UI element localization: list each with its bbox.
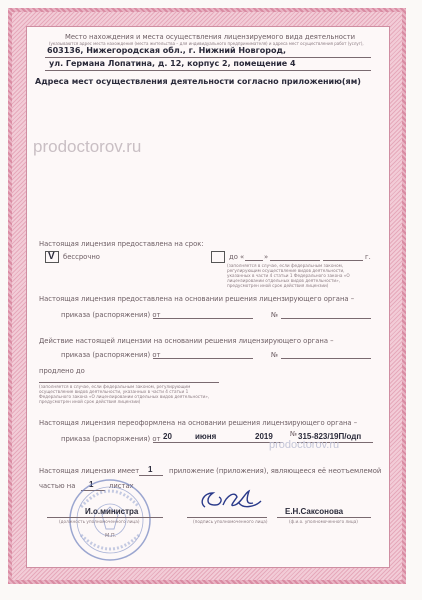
appendix-line-1-prefix: Настоящая лицензия имеет <box>39 467 140 475</box>
appendix-line-2-prefix: частью на <box>39 482 76 490</box>
appendix-addresses: Адреса мест осуществления деятельности согласно приложению(ям) <box>35 77 361 86</box>
grant-number-sign: № <box>271 311 279 319</box>
extension-number-sign: № <box>271 351 279 359</box>
watermark-1: prodoctorov.ru <box>33 137 142 156</box>
extension-note: (заполняется в случае, если федеральным законом, регулирующим осуществление видов деятельности, указанных в части 4 статьи 1 Федерального закона «О лицензировании отдельных видов деятельности», предусмотрен иной срок действия лицензии) <box>39 384 210 404</box>
reissue-day: 20 <box>163 432 172 441</box>
header-caption: Место нахождения и места осуществления лицензируемого вида деятельности <box>65 33 356 41</box>
address-underline-1 <box>45 57 371 58</box>
header-subcaption: (указываются адрес места нахождения (места жительства – для индивидуального предпринимателя) и адреса мест осуществления работ (услуг), <box>49 41 364 46</box>
address-underline-2 <box>45 70 371 71</box>
signature-caption: (подпись уполномоченного лица) <box>193 519 268 524</box>
reissue-line-1: Настоящая лицензия переоформлена на основании решения лицензирующего органа – <box>39 419 358 427</box>
reissue-year: 2019 <box>255 432 273 441</box>
position-caption: (должность уполномоченного лица) <box>59 519 140 524</box>
signatory-position: И.о.министра <box>85 507 139 516</box>
term-label: Настоящая лицензия предоставлена на срок: <box>39 240 204 248</box>
appendix-line-2-suffix: листах <box>109 482 134 490</box>
indefinite-checkbox <box>45 251 59 263</box>
extension-line-1: Действие настоящей лицензии на основании решения лицензирующего органа – <box>39 337 334 345</box>
document-body: Место нахождения и места осуществления лицензируемого вида деятельности (указываются адрес места нахождения (места жительства – для индивидуального предпринимателя) и адреса мест осуществления работ (услуг), 603136, Нижегородская обл., г. Нижний Новгород, ул. Германа Лопатина, д. 12, корпус 2, помещение 4 Адреса мест осуществления деятельности согласно приложению(ям) prodoctorov.ru Настоящая лицензия предоставлена на срок: V бессрочно до « » г. (заполняется в случае, если федеральным законом, регулирующим осуществление видов деятельности, указанных в части 4 статьи 1 Федерального закона «О лицензировании отдельных видов деятельности», предусмотрен иной срок действия лицензии) Настоящая лицензия предоставлена на основании решения лицензирующего органа – приказа (распоряжения) от № Действие настоящей лицензии на основании решения лицензирующего органа – приказа (распоряжения) от № продлено до (заполняется в случае, если федеральным законом, регулирующим осуществление видов деятельности, указанных в части 4 статьи 1 Федерального закона «О лицензировании отдельных видов деятельности», предусмотрен иной срок действия лицензии) Настоящая лицензия переоформлена на основании решения лицензирующего органа – приказа (распоряжения) от 20 июня 2019 № 315-823/19П/одп Настоящая лицензия имеет 1 приложение (приложения), являющееся её неотъемлемой частью на 1 листах prodoctorov.ru И.о.министра (должность уполномоченного лица) (подпись уполномоченного лица) Е.Н.Саксонова (ф.и.о. уполномоченного лица) М.П. <box>26 26 390 568</box>
check-mark: V <box>48 251 55 262</box>
extension-line-2: приказа (распоряжения) от <box>61 351 161 359</box>
address-line-1: 603136, Нижегородская обл., г. Нижний Новгород, <box>47 46 287 55</box>
address-line-2: ул. Германа Лопатина, д. 12, корпус 2, помещение 4 <box>49 59 296 68</box>
reissue-month: июня <box>195 432 217 441</box>
signatory-name: Е.Н.Саксонова <box>285 507 344 516</box>
term-indefinite: бессрочно <box>63 253 100 261</box>
until-checkbox <box>211 251 225 263</box>
grant-line-2: приказа (распоряжения) от <box>61 311 161 319</box>
appendix-sheets: 1 <box>89 480 94 489</box>
grant-line-1: Настоящая лицензия предоставлена на основании решения лицензирующего органа – <box>39 295 355 303</box>
appendix-line-1-suffix: приложение (приложения), являющееся её неотъемлемой <box>169 467 382 475</box>
handwritten-signature <box>195 483 265 519</box>
reissue-number: 315-823/19П/одп <box>298 432 362 441</box>
watermark-2: prodoctorov.ru <box>269 439 340 451</box>
seal-mark: М.П. <box>105 533 117 539</box>
name-caption: (ф.и.о. уполномоченного лица) <box>289 519 358 524</box>
appendix-count: 1 <box>148 465 153 474</box>
term-until-prefix: до « <box>229 253 245 261</box>
reissue-number-sign: № <box>290 430 298 438</box>
reissue-line-2: приказа (распоряжения) от <box>61 435 161 443</box>
term-note: (заполняется в случае, если федеральным законом, регулирующим осуществление видов деятельности, указанных в части 4 статьи 1 Федерального закона «О лицензировании отдельных видов деятельности», предусмотрен иной срок действия лицензии) <box>227 263 350 288</box>
extension-until: продлено до <box>39 367 85 375</box>
